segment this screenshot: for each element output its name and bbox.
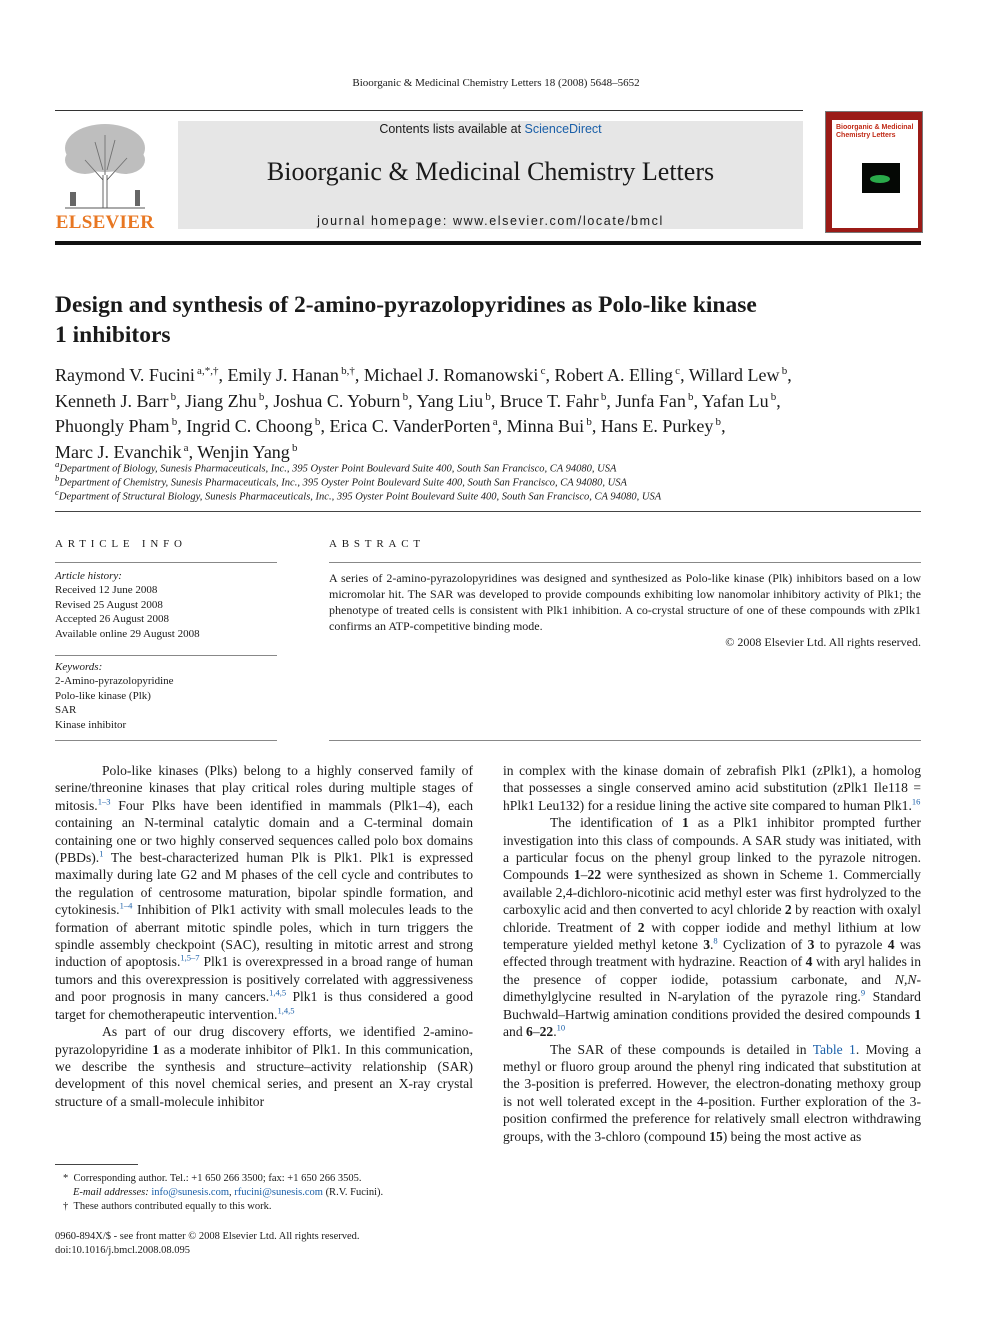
author-affiliation-mark: b <box>169 416 178 428</box>
cover-page <box>832 120 918 228</box>
citation-ref[interactable]: 1,5–7 <box>180 952 200 963</box>
author-affiliation-mark: b <box>483 390 491 403</box>
author-affiliation-mark: b <box>713 416 722 428</box>
body-column-left <box>55 762 473 1110</box>
email-link[interactable]: info@sunesis.com <box>151 1187 229 1198</box>
author-affiliation-mark: a <box>490 416 498 428</box>
author[interactable]: Bruce T. Fahr <box>499 390 599 411</box>
author[interactable]: Emily J. Hanan <box>227 365 339 385</box>
abstract-rule <box>329 562 921 563</box>
affiliation-a: $^a$Department of Biology, Sunesis Pharmaceuticals, Inc., 395 Oyster Point Boulevard Suite 400, South San Francisco, CA 94080, USA <box>55 459 617 475</box>
citation-ref[interactable]: 1–3 <box>97 796 111 807</box>
keyword: Polo-like kinase (Plk) <box>55 689 151 702</box>
body-paragraph: The identification of 1 as a Plk1 inhibitor prompted further investigation into this class of compounds. A SAR study was initiated, with a particular focus on the phenyl group linked to the pyrazole nitrogen. Compounds 1–22 were synthesized as shown in Scheme 1. Commercially available 2,4-dichloro-nicotinic acid methyl ester was first hydrolyzed to the carboxylic acid and then converted to acyl chloride 2 by reaction with oxalyl chloride. Treatment of 2 with copper iodide and methyl lithium at low temperature yielded methyl ketone 3.$^8$ Cyclization of 3 to pyrazole 4 was effected through treatment with hydrazine. Reaction of 4 with aryl halides in the presence of copper iodide, potassium carbonate, and N,N-dimethylglycine resulted in N-arylation of the pyrazole ring.$^9$ Standard Buchwald–Hartwig amination conditions provided the desired compounds 1 and 6–22.10 <box>503 815 921 1040</box>
history-revised: Revised 25 August 2008 <box>55 598 163 611</box>
author[interactable]: Robert A. Elling <box>554 365 673 385</box>
author[interactable]: Kenneth J. Barr <box>55 390 169 411</box>
front-matter <box>55 1230 360 1258</box>
author-affiliation-mark: a,*,† <box>194 365 219 377</box>
author[interactable]: Marc J. Evanchik <box>55 441 182 462</box>
history-received: Received 12 June 2008 <box>55 584 158 597</box>
author[interactable]: Junfa Fan <box>615 390 686 411</box>
author-affiliation-mark: b <box>168 390 177 403</box>
author[interactable]: Ingrid C. Choong <box>186 416 313 436</box>
history-label: Article history: <box>55 570 122 582</box>
table-1-link[interactable]: Table 1 <box>812 1041 856 1057</box>
body-column-right <box>503 762 921 1145</box>
journal-cover-thumbnail <box>825 111 923 233</box>
body-paragraph: in complex with the kinase domain of zebrafish Plk1 (zPlk1), a homolog that possesses a single conserved amino acid substitution (zPlk1 Ile118 = hPlk1 Leu132) for a residue lining the active site compared to human Plk1.16 <box>503 763 921 813</box>
citation-ref[interactable]: 1,4,5 <box>277 1005 295 1016</box>
keyword: SAR <box>55 704 77 717</box>
sciencedirect-link[interactable]: ScienceDirect <box>524 122 602 136</box>
author-affiliation-mark: b <box>685 390 694 403</box>
corresponding-author-note: * Corresponding author. Tel.: +1 650 266 3500; fax: +1 650 266 3505. <box>63 1173 362 1184</box>
journal-citation: Bioorganic & Medicinal Chemistry Letters 18 (2008) 5648–5652 <box>352 77 640 89</box>
keywords-rule <box>55 655 277 656</box>
footnote-mark: * <box>63 1173 69 1184</box>
journal-homepage[interactable]: journal homepage: www.elsevier.com/locate/bmcl <box>317 214 664 228</box>
author-affiliation-mark: b <box>779 365 788 377</box>
author-affiliation-mark: b <box>598 390 607 403</box>
body-paragraph: As part of our drug discovery efforts, we identified 2-amino-pyrazolopyridine 1 as a moderate inhibitor of Plk1. In this communication, we describe the synthesis and structure–activity relationship (SAR) development of this novel chemical series, and present an X-ray crystal structure of a small-molecule inhibitor <box>55 1024 474 1109</box>
affiliation-b: $^b$Department of Chemistry, Sunesis Pharmaceuticals, Inc., 395 Oyster Point Boulevard Suite 400, South San Francisco, CA 94080, USA <box>55 473 627 489</box>
author[interactable]: Jiang Zhu <box>185 390 257 411</box>
author[interactable]: Michael J. Romanowski <box>363 365 539 385</box>
journal-title: Bioorganic & Medicinal Chemistry Letters <box>266 157 715 186</box>
history-online: Available online 29 August 2008 <box>55 627 200 640</box>
article-history <box>55 569 277 641</box>
email-link[interactable]: rfucini@sunesis.com <box>234 1187 323 1198</box>
citation-ref[interactable]: 1–4 <box>119 900 133 911</box>
contents-prefix: Contents lists available at <box>379 122 525 136</box>
author-affiliation-mark: c <box>538 365 546 377</box>
equal-contribution-note: † These authors contributed equally to this work. <box>63 1201 272 1212</box>
author-affiliation-mark: c <box>672 365 681 377</box>
author[interactable]: Raymond V. Fucini <box>55 365 195 385</box>
citation-ref[interactable]: 8 <box>713 935 718 946</box>
author[interactable]: Yafan Lu <box>701 390 769 411</box>
tree-logo-icon <box>55 120 155 212</box>
title-line-2: 1 inhibitors <box>55 322 171 348</box>
affiliation-c: $^c$Department of Structural Biology, Sunesis Pharmaceuticals, Inc., 395 Oyster Point Boulevard Suite 400, South San Francisco, CA 94080, USA <box>55 487 662 503</box>
author[interactable]: Erica C. VanderPorten <box>329 416 491 436</box>
abstract-text: A series of 2-amino-pyrazolopyridines was designed and synthesized as Polo-like kinase (Plk) inhibitors based on a low micromolar hit. The SAR was developed to provide compounds exhibiting low nanomolar inhibitory activity of Plk1; the phenotype of treated cells is consistent with Plk1 inhibition. A co-crystal structure of one of these compounds with zPlk1 confirms an ATP-competitive binding mode. <box>329 571 921 633</box>
compound-number: 1 <box>152 1041 160 1057</box>
abstract-copyright: © 2008 Elsevier Ltd. All rights reserved. <box>725 635 921 649</box>
author[interactable]: Hans E. Purkey <box>600 416 714 436</box>
author[interactable]: Minna Bui <box>506 416 585 436</box>
abstract-body <box>329 570 921 650</box>
citation-ref[interactable]: 1,4,5 <box>269 987 287 998</box>
cover-image-spot <box>870 175 890 183</box>
keywords-end-rule <box>55 740 277 741</box>
author-list: Raymond V. Fucini $^{a,*,\dagger}$, Emily J. Hanan $^{b,\dagger}$, Michael J. Romanowski $^c$, Robert A. Elling $^c$, Willard Lew $^b$, Kenneth J. Barr $^b$, Jiang Zhu $^b$, Joshua C. Yoburn $^b$, Yang Liu $^b$, Bruce T. Fahr $^b$, Junfa Fan $^b$, Yafan Lu $^b$, Phuongly Pham $^b$, Ingrid C. Choong $^b$, Erica C. VanderPorten $^a$, Minna Bui $^b$, Hans E. Purkey $^b$, Marc J. Evanchik $^a$, Wenjin Yang $^b$ <box>55 365 792 462</box>
citation-ref[interactable]: 10 <box>556 1022 566 1033</box>
author-affiliation-mark: b <box>584 416 592 428</box>
article-info-heading: ARTICLE INFO <box>55 538 187 550</box>
author-affiliation-mark: a <box>181 441 189 454</box>
keyword: Kinase inhibitor <box>55 718 127 731</box>
author-affiliation-mark: b <box>256 390 265 403</box>
issn-line: 0960-894X/$ - see front matter © 2008 Elsevier Ltd. All rights reserved. <box>55 1231 360 1242</box>
citation-ref[interactable]: 9 <box>860 987 866 998</box>
history-accepted: Accepted 26 August 2008 <box>55 613 169 626</box>
footnote-mark: † <box>63 1201 69 1212</box>
citation-ref[interactable]: 16 <box>911 796 921 807</box>
keywords-label: Keywords: <box>55 661 103 673</box>
masthead-rule <box>55 241 921 245</box>
author[interactable]: Phuongly Pham <box>55 416 170 436</box>
article-info-rule <box>55 562 277 563</box>
email-note: E-mail addresses: info@sunesis.com, rfucini@sunesis.com (R.V. Fucini). <box>73 1187 384 1198</box>
title-line-1: Design and synthesis of 2-amino-pyrazolopyridines as Polo-like kinase <box>55 292 757 318</box>
author[interactable]: Wenjin Yang <box>197 441 290 462</box>
author[interactable]: Yang Liu <box>416 390 484 411</box>
affiliation-rule <box>55 511 921 512</box>
doi-line[interactable]: doi:10.1016/j.bmcl.2008.08.095 <box>55 1245 191 1256</box>
article-title <box>55 290 915 350</box>
body-paragraph: Polo-like kinases (Plks) belong to a highly conserved family of serine/threonine kinases that play critical roles during multiple stages of mitosis.$^{1-3}$ Four Plks have been identified in mammals (Plk1–4), each containing an N-terminal catalytic domain and a C-terminal domain containing one or two highly conserved sequences called polo box domains (PBDs).$^1$ The best-characterized human Plk is Plk1. Plk1 is expressed maximally during late G2 and M phases of the cell cycle and contributes to the regulation of centrosome maturation, bipolar spindle formation, and cytokinesis.$^{1-4}$ Inhibition of Plk1 activity with small molecules leads to the formation of aberrant mitotic spindle poles, which in turn triggers the spindle assembly checkpoint (SAC), resulting in mitotic arrest and strong induction of apoptosis.$^{1,5-7}$ Plk1 is overexpressed in a broad range of human tumors and this overexpression is positively correlated with aggressiveness and poor prognosis in many cancers.$^{1,4,5}$ Plk1 is thus considered a good target for chemotherapeutic intervention.$^{1,4,5}$ <box>55 763 473 1022</box>
cover-title: Bioorganic & Medicinal Chemistry Letters <box>836 124 914 139</box>
citation-ref[interactable]: 1 <box>99 848 104 859</box>
cover-image <box>862 163 900 193</box>
keywords <box>55 660 277 732</box>
author-affiliation-mark: b,† <box>338 365 355 377</box>
author-affiliation-mark: b <box>400 390 409 403</box>
author-affiliation-mark: b <box>768 390 777 403</box>
author[interactable]: Joshua C. Yoburn <box>273 390 401 411</box>
author-affiliation-mark: b <box>312 416 321 428</box>
abstract-end-rule <box>329 740 921 741</box>
author[interactable]: Willard Lew <box>688 365 780 385</box>
author-affiliation-mark: b <box>289 441 298 454</box>
header-rule <box>55 110 803 111</box>
body-paragraph: The SAR of these compounds is detailed in Table 1. Moving a methyl or fluoro group around the phenyl ring indicated that substitution at the 3-position is preferred. However, the electron-donating methoxy group is not well tolerated except in the 4-position. Further exploration of the 3-position confirmed the preference for relatively small electron withdrawing groups, with the 3-chloro (compound 15) being the most active as <box>503 1041 921 1144</box>
keyword: 2-Amino-pyrazolopyridine <box>55 675 174 688</box>
contents-line <box>178 122 803 136</box>
publisher-name: ELSEVIER <box>55 212 155 233</box>
abstract-heading: ABSTRACT <box>329 538 425 550</box>
footnote-rule <box>55 1164 138 1165</box>
